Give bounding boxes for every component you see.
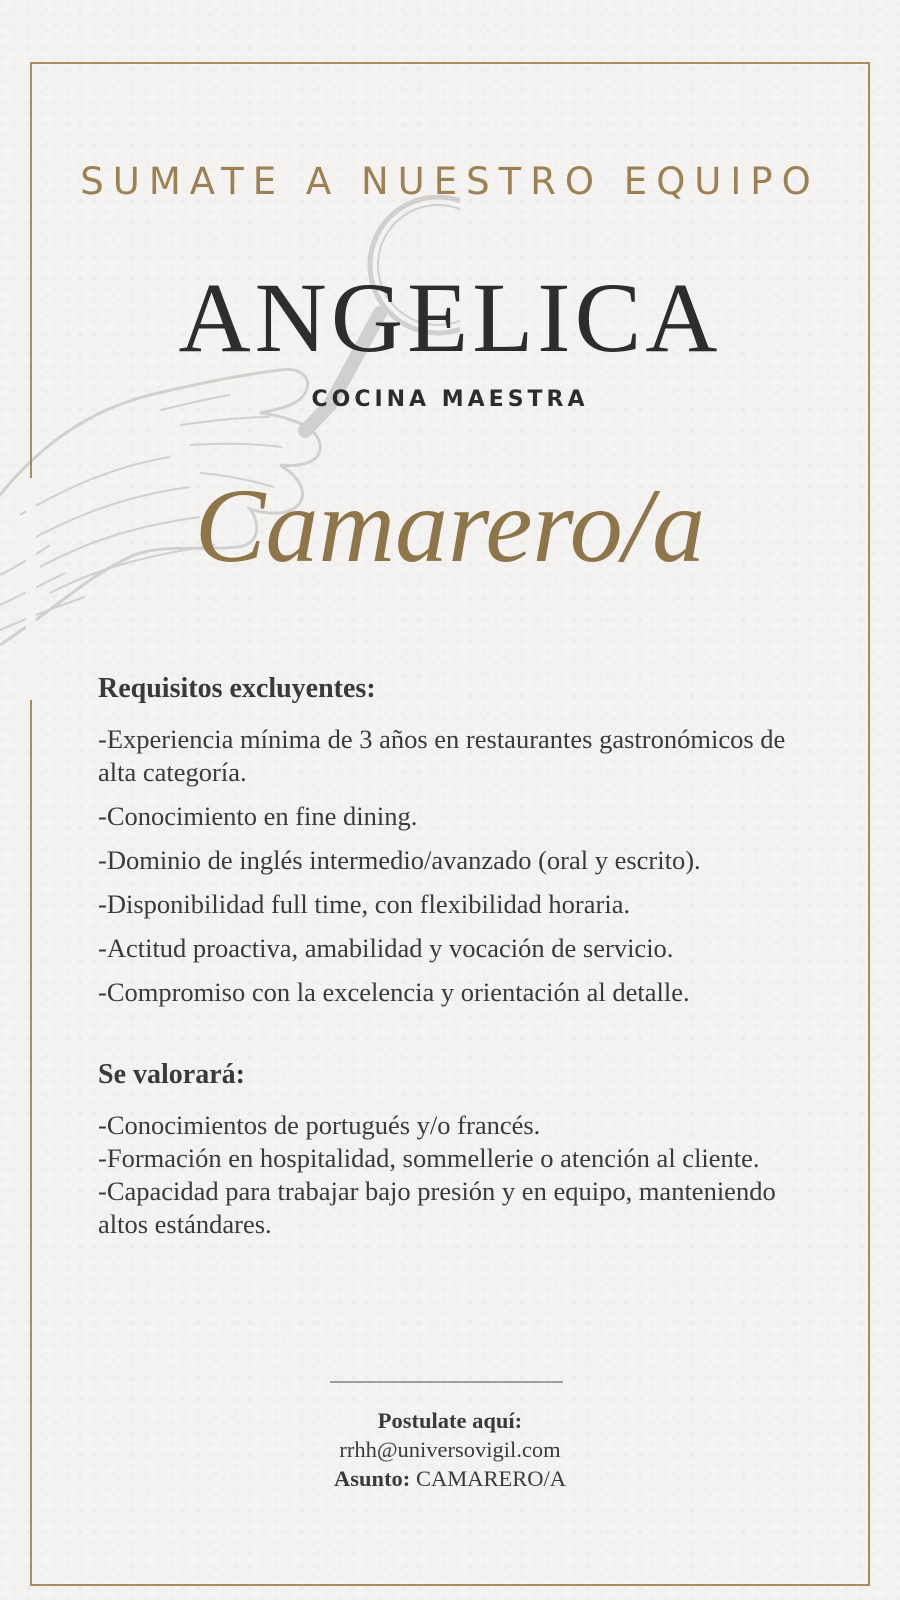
valued-item: -Capacidad para trabajar bajo presión y en equipo, manteniendo altos estándares. <box>98 1176 776 1239</box>
divider-line <box>330 1381 563 1383</box>
requirement-item: -Disponibilidad full time, con flexibilidad horaria. <box>98 889 631 919</box>
apply-email[interactable]: rrhh@universovigil.com <box>339 1437 561 1462</box>
job-details <box>98 672 818 1241</box>
apply-section <box>0 1406 900 1493</box>
brand-tagline: COCINA MAESTRA <box>311 387 589 412</box>
requirement-item: -Experiencia mínima de 3 años en restaurantes gastronómicos de alta categoría. <box>98 724 786 787</box>
subject-label: Asunto: <box>334 1466 411 1491</box>
requirement-item: -Actitud proactiva, amabilidad y vocación de servicio. <box>98 933 674 963</box>
requirement-item: -Conocimiento en fine dining. <box>98 801 418 831</box>
requirement-item: -Dominio de inglés intermedio/avanzado (oral y escrito). <box>98 845 701 875</box>
requirements-heading: Requisitos excluyentes: <box>98 673 376 704</box>
requirement-item: -Compromiso con la excelencia y orientación al detalle. <box>98 977 690 1007</box>
valued-item: -Conocimientos de portugués y/o francés. <box>98 1110 541 1140</box>
job-position-title: Camarero/a <box>194 467 706 584</box>
valued-item: -Formación en hospitalidad, sommellerie o atención al cliente. <box>98 1143 760 1173</box>
apply-label: Postulate aquí: <box>377 1408 523 1433</box>
subject-value: CAMARERO/A <box>415 1466 566 1491</box>
recruitment-eyebrow: SUMATE A NUESTRO EQUIPO <box>80 160 820 203</box>
brand-logo-name: ANGELICA <box>178 262 722 373</box>
valued-heading: Se valorará: <box>98 1059 245 1090</box>
